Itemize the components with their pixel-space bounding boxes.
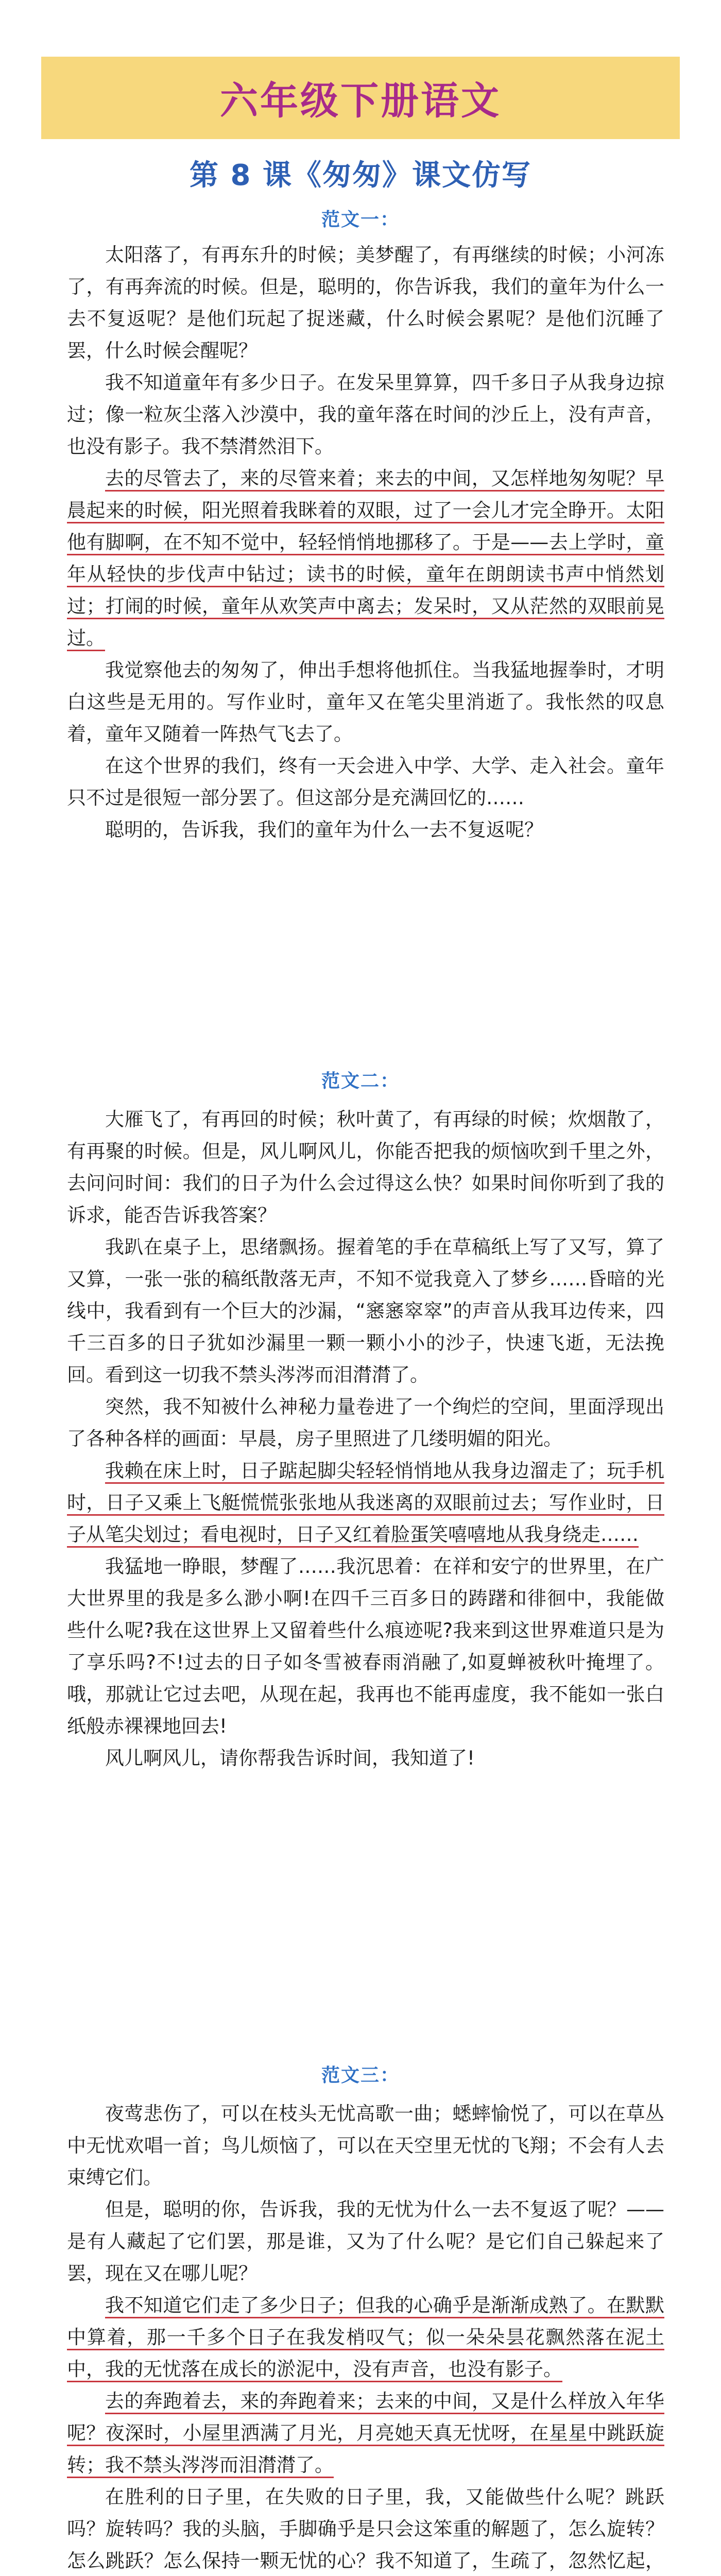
essay-3-highlighted-paragraph: 去的奔跑着去，来的奔跑着来；去来的中间，又是什么样放入年华呢？夜深时，小屋里洒满了月光，月亮她天真无忧呀，在星星中跳跃旋转；我不禁头涔涔而泪潸潸了。 (67, 2390, 664, 2476)
essay-3 (67, 2098, 664, 2576)
essay-1-paragraph: 聪明的，告诉我，我们的童年为什么一去不复返呢？ (105, 819, 543, 841)
essay-2-paragraph: 突然，我不知被什么神秘力量卷进了一个绚烂的空间，里面浮现出了各种各样的画面：早晨，房子里照进了几缕明媚的阳光。 (67, 1396, 664, 1450)
essay-1-highlighted-paragraph: 去的尽管去了，来的尽管来着；来去的中间，又怎样地匆匆呢？早晨起来的时候，阳光照着我眯着的双眼，过了一会儿才完全睁开。太阳他有脚啊，在不知不觉中，轻轻悄悄地挪移了。于是——去上学时，童年从轻快的步伐声中钻过；读书的时候，童年在朗朗读书声中悄然划过；打闹的时候，童年从欢笑声中离去；发呆时，又从茫然的双眼前晃过。 (67, 467, 664, 649)
essay-2-paragraph: 风儿啊风儿，请你帮我告诉时间，我知道了! (105, 1747, 475, 1769)
essay-2-highlighted-paragraph: 我赖在床上时，日子踮起脚尖轻轻悄悄地从我身边溜走了；玩手机时，日子又乘上飞艇慌慌张张地从我迷离的双眼前过去；写作业时，日子从笔尖划过；看电视时，日子又红着脸蛋笑嘻嘻地从我身绕走…… (67, 1460, 664, 1546)
essay-2-paragraph: 我猛地一睁眼，梦醒了……我沉思着：在祥和安宁的世界里，在广大世界里的我是多么渺小啊!在四千三百多日的踌躇和徘徊中，我能做些什么呢?我在这世界上又留着些什么痕迹呢?我来到这世界难道只是为了享乐吗?不!过去的日子如冬雪被春雨消融了,如夏蝉被秋叶掩埋了。哦，那就让它过去吧，从现在起，我再也不能再虚度，我不能如一张白纸般赤裸裸地回去! (67, 1555, 664, 1737)
essay-1-paragraph: 太阳落了，有再东升的时候；美梦醒了，有再继续的时候；小河冻了，有再奔流的时候。但是，聪明的，你告诉我，我们的童年为什么一去不复返呢？是他们玩起了捉迷藏，什么时候会累呢？是他们沉睡了罢，什么时候会醒呢？ (67, 244, 664, 362)
section-heading-3: 范文三： (321, 2065, 400, 2086)
essay-1 (67, 239, 664, 846)
essay-3-paragraph: 在胜利的日子里，在失败的日子里，我，又能做些什么呢？跳跃吗？旋转吗？我的头脑，手脚确乎是只会这笨重的解题了，怎么旋转？怎么跳跃？怎么保持一颗无忧的心？我不知道了，生疏了，忽然忆起， (67, 2486, 664, 2572)
essay-1-paragraph: 在这个世界的我们，终有一天会进入中学、大学、走入社会。童年只不过是很短一部分罢了。但这部分是充满回忆的…… (67, 755, 664, 809)
essay-3-paragraph: 但是，聪明的你，告诉我，我的无忧为什么一去不复返了呢？——是有人藏起了它们罢，那是谁，又为了什么呢？是它们自己躲起来了罢，现在又在哪儿呢？ (67, 2198, 664, 2284)
section-heading-2: 范文二： (321, 1071, 400, 1092)
essay-2 (67, 1104, 664, 1774)
essay-1-paragraph: 我不知道童年有多少日子。在发呆里算算，四千多日子从我身边掠过；像一粒灰尘落入沙漠中，我的童年落在时间的沙丘上，没有声音，也没有影子。我不禁潸然泪下。 (67, 371, 664, 457)
essay-3-highlighted-paragraph: 我不知道它们走了多少日子；但我的心确乎是渐渐成熟了。在默默中算着，那一千多个日子在我发梢叹气；似一朵朵昙花飘然落在泥土中，我的无忧落在成长的淤泥中，没有声音，也没有影子。 (67, 2294, 664, 2380)
lesson-subtitle: 第 8 课《匆匆》课文仿写 (190, 159, 531, 192)
essay-2-paragraph: 我趴在桌子上，思绪飘扬。握着笔的手在草稿纸上写了又写，算了又算，一张一张的稿纸散落无声，不知不觉我竟入了梦乡……昏暗的光线中，我看到有一个巨大的沙漏，“窸窸窣窣”的声音从我耳边传来，四千三百多的日子犹如沙漏里一颗一颗小小的沙子，快速飞逝，无法挽回。看到这一切我不禁头涔涔而泪潸潸了。 (67, 1236, 664, 1386)
essay-2-paragraph: 大雁飞了，有再回的时候；秋叶黄了，有再绿的时候；炊烟散了，有再聚的时候。但是，风儿啊风儿，你能否把我的烦恼吹到千里之外，去问问时间：我们的日子为什么会过得这么快？如果时间你听到了我的诉求，能否告诉我答案？ (67, 1108, 664, 1226)
page-title: 六年级下册语文 (220, 79, 501, 123)
section-heading-1: 范文一： (321, 209, 400, 230)
essay-3-paragraph: 夜莺悲伤了，可以在枝头无忧高歌一曲；蟋蟀愉悦了，可以在草丛中无忧欢唱一首；鸟儿烦恼了，可以在天空里无忧的飞翔；不会有人去束缚它们。 (67, 2103, 664, 2189)
essay-1-paragraph: 我觉察他去的匆匆了，伸出手想将他抓住。当我猛地握拳时，才明白这些是无用的。写作业时，童年又在笔尖里消逝了。我怅然的叹息着，童年又随着一阵热气飞去了。 (67, 659, 664, 745)
title-banner (41, 57, 680, 139)
